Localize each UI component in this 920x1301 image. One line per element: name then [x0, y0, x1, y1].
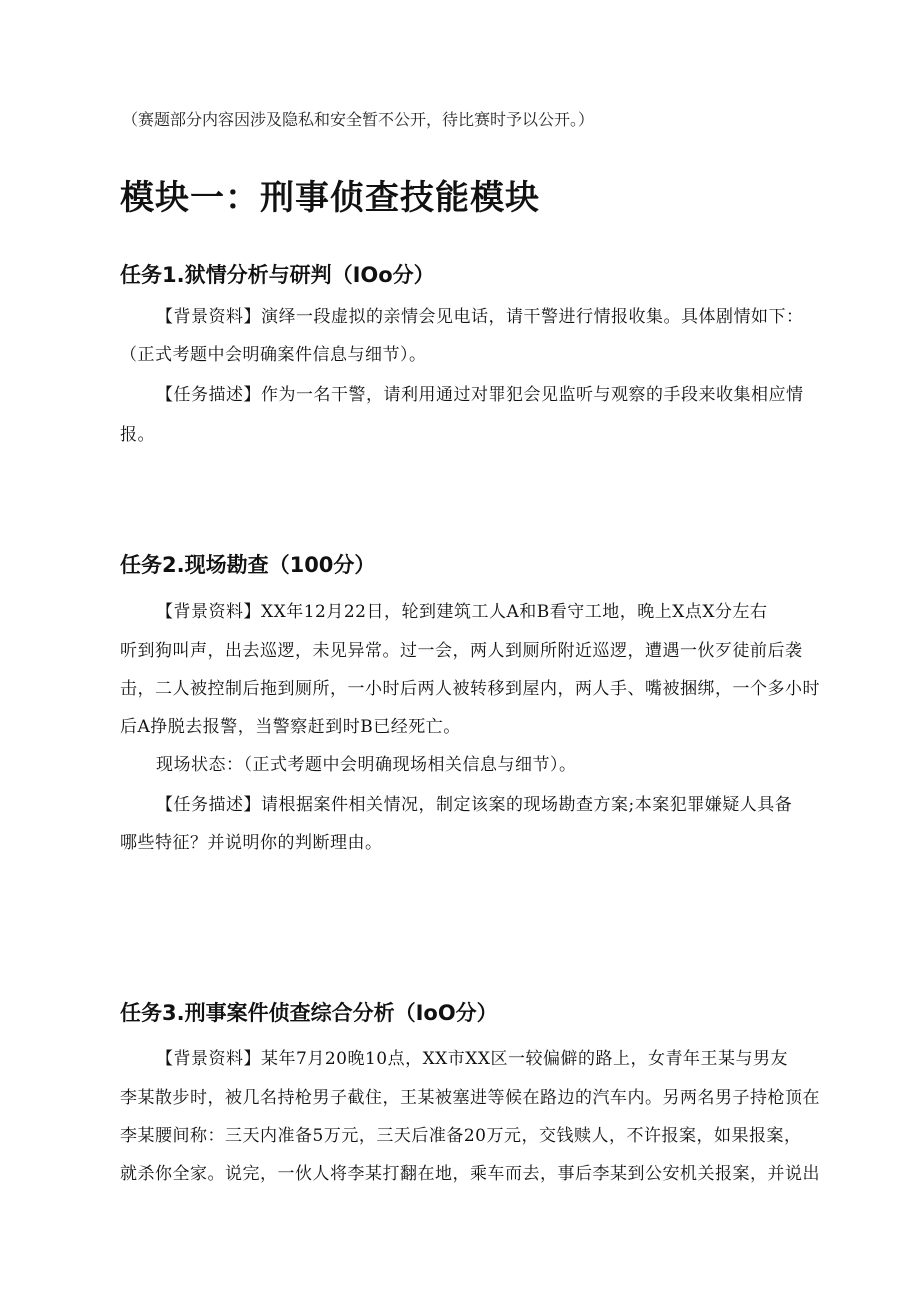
confidentiality-note: （赛题部分内容因涉及隐私和安全暂不公开，待比赛时予以公开。）	[122, 110, 595, 129]
task-1-description-cont: 报。	[120, 425, 155, 445]
task-2-background-line-2: 听到狗叫声，出去巡逻，未见异常。过一会，两人到厕所附近巡逻，遭遇一伙歹徒前后袭	[120, 641, 803, 661]
module-title: 模块一：刑事侦查技能模块	[120, 178, 540, 218]
task-1-title: 任务1.狱情分析与研判（IOo分）	[120, 263, 435, 287]
task-3-title: 任务3.刑事案件侦查综合分析（IoO分）	[120, 1001, 498, 1025]
task-2-background-line-4: 后A挣脱去报警，当警察赶到时B已经死亡。	[120, 717, 461, 737]
task-3-background: 【背景资料】某年7月20晚10点，XX市XX区一较偏僻的路上，女青年王某与男友	[156, 1049, 788, 1069]
task-1-description: 【任务描述】作为一名干警，请利用通过对罪犯会见监听与观察的手段来收集相应情	[156, 385, 804, 405]
task-3-background-line-2: 李某散步时，被几名持枪男子截住，王某被塞进等候在路边的汽车内。另两名男子持枪顶在	[120, 1088, 820, 1108]
task-2-description-cont: 哪些特征？并说明你的判断理由。	[120, 833, 383, 853]
task-3-background-line-4: 就杀你全家。说完，一伙人将李某打翻在地，乘车而去，事后李某到公安机关报案，并说出	[120, 1164, 820, 1184]
task-2-scene-status: 现场状态：（正式考题中会明确现场相关信息与细节）。	[156, 755, 577, 775]
task-2-background-line-3: 击，二人被控制后拖到厕所，一小时后两人被转移到屋内，两人手、嘴被捆绑，一个多小时	[120, 679, 820, 699]
task-1-background: 【背景资料】演绎一段虚拟的亲情会见电话，请干警进行情报收集。具体剧情如下：	[156, 307, 804, 327]
task-2-title: 任务2.现场勘查（100分）	[120, 553, 376, 577]
task-2-background: 【背景资料】XX年12月22日，轮到建筑工人A和B看守工地，晚上X点X分左右	[156, 602, 768, 622]
task-2-description: 【任务描述】请根据案件相关情况，制定该案的现场勘查方案;本案犯罪嫌疑人具备	[156, 795, 793, 815]
task-3-background-line-3: 李某腰间称：三天内准备5万元，三天后准备20万元，交钱赎人，不许报案，如果报案，	[120, 1126, 802, 1146]
task-1-background-cont: （正式考题中会明确案件信息与细节）。	[120, 345, 427, 365]
